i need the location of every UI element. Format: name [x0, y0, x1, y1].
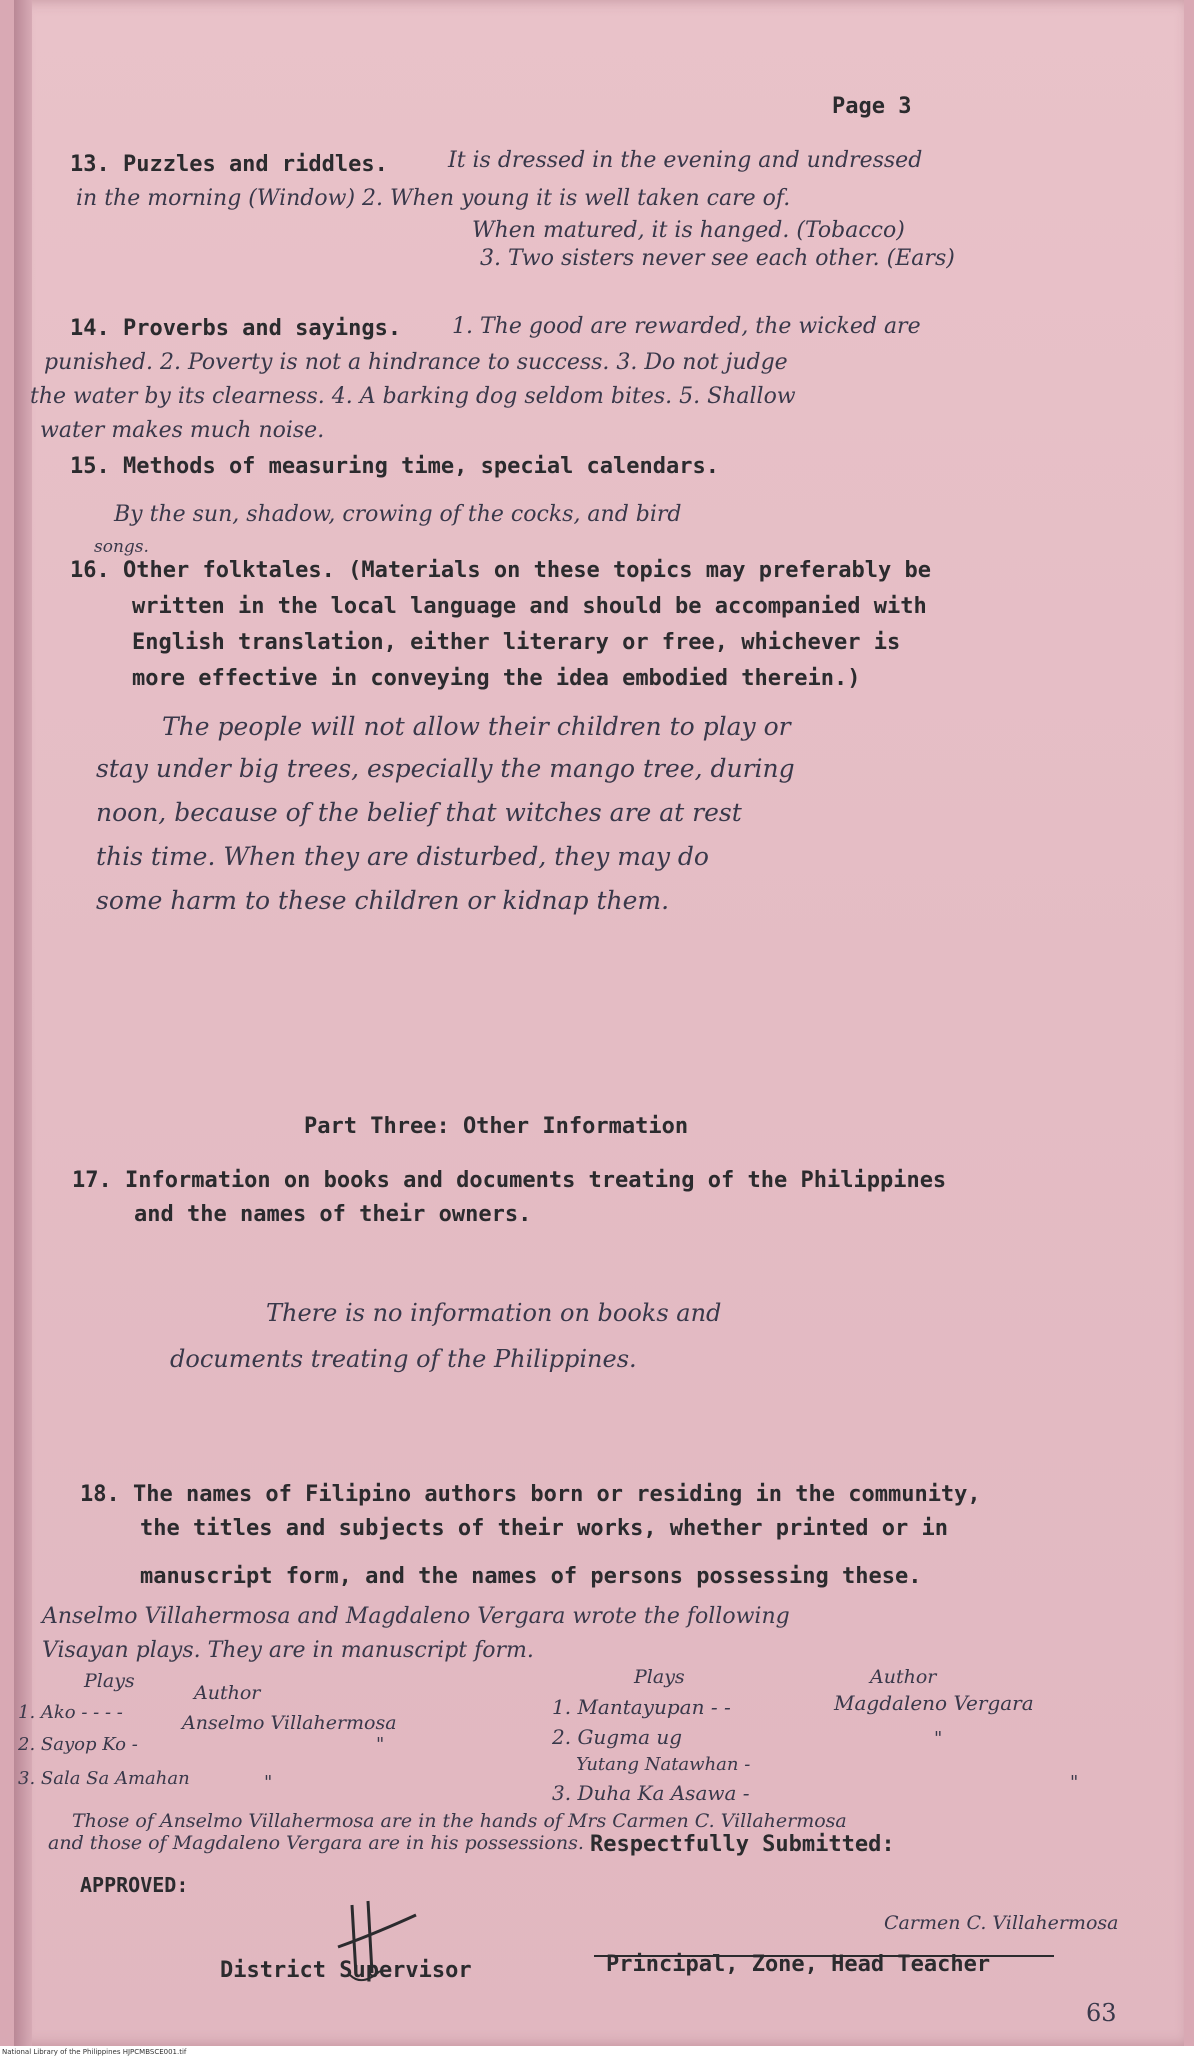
left-plays-header: Plays	[84, 1670, 135, 1692]
section-14-answer-line: 1. The good are rewarded, the wicked are	[452, 314, 921, 339]
section-17-answer-line: documents treating of the Philippines.	[170, 1345, 637, 1373]
section-18-answer-line: Anselmo Villahermosa and Magdaleno Vergara wrote the following	[42, 1604, 790, 1629]
section-14-answer-line: water makes much noise.	[40, 418, 325, 443]
section-17-heading-line: 17. Information on books and documents treating of the Philippines	[72, 1168, 947, 1193]
right-play-author: "	[1070, 1772, 1079, 1793]
section-16-answer-line: noon, because of the belief that witches are at rest	[96, 798, 742, 827]
archive-footer	[0, 2046, 1194, 2058]
section-15-heading: 15. Methods of measuring time, special calendars.	[70, 454, 720, 479]
left-play-title: 2. Sayop Ko -	[18, 1734, 138, 1755]
right-play-title: 2. Gugma ug	[552, 1725, 683, 1749]
right-play-title: Yutang Natawhan -	[576, 1754, 751, 1775]
section-17-answer-line: There is no information on books and	[266, 1299, 722, 1327]
section-16-heading-line: written in the local language and should be accompanied with	[132, 594, 927, 619]
footer-text: National Library of the Philippines HJPCMBSCE001.tif	[2, 2048, 187, 2056]
right-author-header: Author	[870, 1666, 937, 1688]
section-16-answer-line: The people will not allow their children to play or	[162, 712, 791, 741]
section-13-answer-line: When matured, it is hanged. (Tobacco)	[472, 218, 905, 243]
page-label: Page 3	[832, 94, 912, 119]
right-play-title: 3. Duha Ka Asawa -	[552, 1781, 750, 1805]
handwritten-page-number: 63	[1086, 1999, 1117, 2027]
principal-title: Principal, Zone, Head Teacher	[606, 1952, 991, 1977]
respectfully-submitted: Respectfully Submitted:	[590, 1832, 895, 1857]
document-page	[14, 0, 1184, 2046]
section-13-answer-line: It is dressed in the evening and undressed	[448, 148, 923, 173]
supervisor-title: District Supervisor	[220, 1958, 472, 1983]
right-play-title: 1. Mantayupan - -	[552, 1695, 731, 1719]
section-18-heading-line: the titles and subjects of their works, whether printed or in	[140, 1516, 948, 1541]
right-play-author: "	[934, 1728, 943, 1749]
section-18-closing-line: Those of Anselmo Villahermosa are in the hands of Mrs Carmen C. Villahermosa	[72, 1810, 847, 1832]
section-15-answer-line: By the sun, shadow, crowing of the cocks, and bird	[114, 502, 682, 527]
approved-label: APPROVED:	[80, 1873, 189, 1897]
part-three-heading: Part Three: Other Information	[304, 1114, 689, 1139]
right-play-author: Magdaleno Vergara	[834, 1691, 1034, 1715]
left-play-author: "	[376, 1734, 385, 1755]
section-18-heading-line: manuscript form, and the names of persons possessing these.	[140, 1564, 922, 1589]
section-15-answer-line: songs.	[94, 537, 149, 557]
left-play-title: 1. Ako - - - -	[18, 1702, 123, 1723]
section-16-heading-line: more effective in conveying the idea embodied therein.)	[132, 666, 861, 691]
section-18-closing-line: and those of Magdaleno Vergara are in his possessions.	[48, 1832, 584, 1854]
section-16-heading-line: English translation, either literary or free, whichever is	[132, 630, 901, 655]
section-13-answer-line: 3. Two sisters never see each other. (Ears)	[480, 246, 955, 271]
section-13-answer-line: in the morning (Window) 2. When young it is well taken care of.	[76, 186, 791, 211]
section-16-heading-line: 16. Other folktales. (Materials on these topics may preferably be	[70, 558, 931, 583]
right-plays-header: Plays	[634, 1666, 685, 1688]
section-16-answer-line: stay under big trees, especially the mango tree, during	[96, 754, 795, 783]
section-18-heading-line: 18. The names of Filipino authors born or residing in the community,	[80, 1482, 981, 1507]
section-14-answer-line: punished. 2. Poverty is not a hindrance to success. 3. Do not judge	[44, 350, 788, 375]
section-13-heading: 13. Puzzles and riddles.	[70, 152, 388, 177]
left-author-header: Author	[194, 1682, 261, 1704]
left-play-author: Anselmo Villahermosa	[182, 1712, 397, 1734]
section-14-answer-line: the water by its clearness. 4. A barking dog seldom bites. 5. Shallow	[30, 384, 796, 409]
section-16-answer-line: some harm to these children or kidnap them.	[96, 886, 670, 915]
section-17-heading-line: and the names of their owners.	[134, 1202, 532, 1227]
left-play-author: "	[264, 1772, 273, 1793]
signer-name: Carmen C. Villahermosa	[884, 1912, 1119, 1934]
section-16-answer-line: this time. When they are disturbed, they may do	[96, 842, 709, 871]
section-18-answer-line: Visayan plays. They are in manuscript form.	[42, 1638, 534, 1663]
left-play-title: 3. Sala Sa Amahan	[18, 1768, 190, 1789]
section-14-heading: 14. Proverbs and sayings.	[70, 316, 402, 341]
